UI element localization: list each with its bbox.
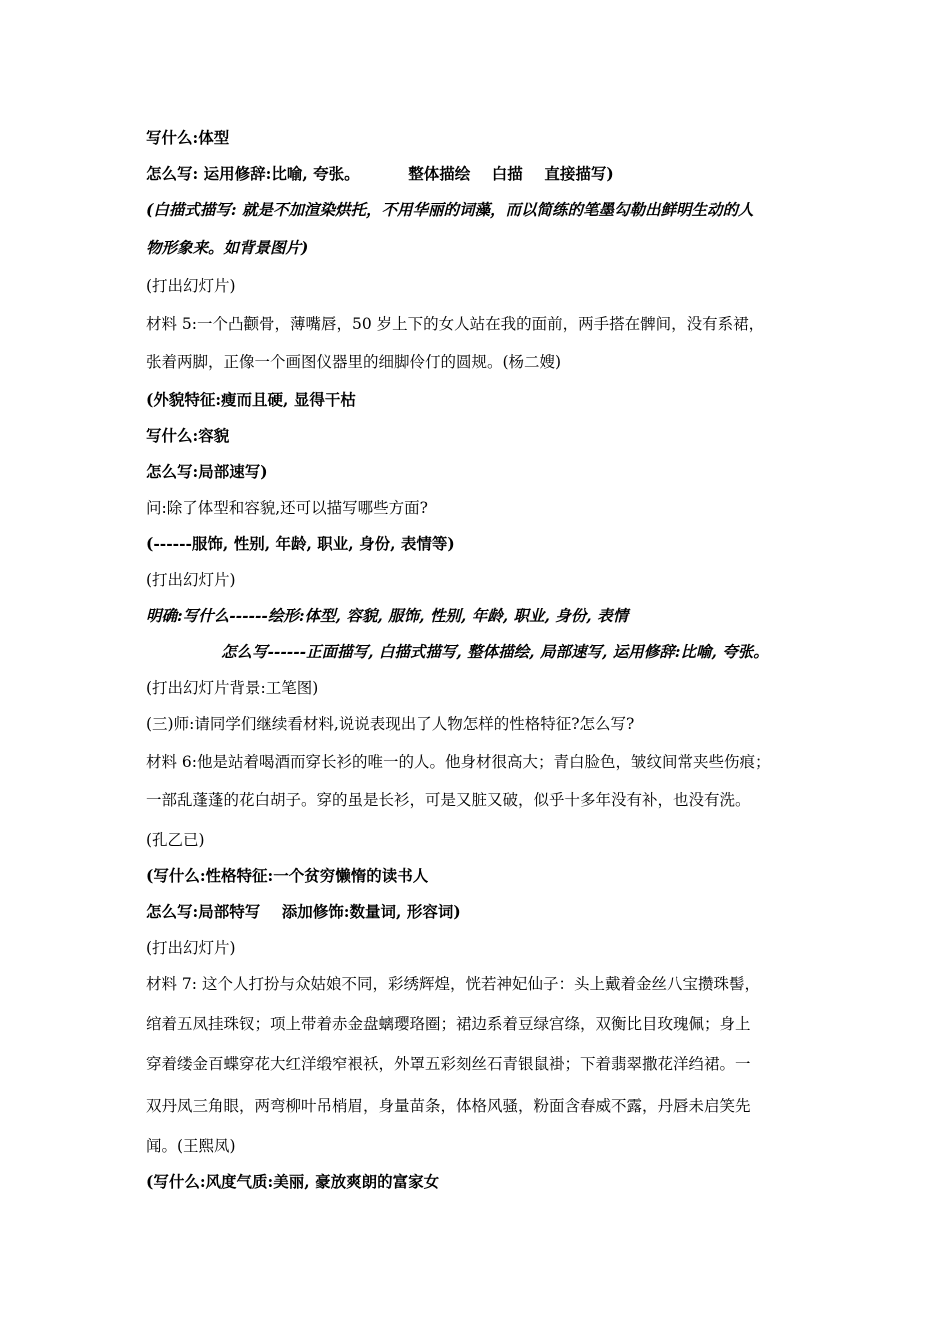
text-line: 闻。(王熙凤) — [146, 1137, 236, 1155]
text-line: 写什么:体型 — [146, 128, 230, 147]
text-line: (外貌特征:瘦而且硬, 显得干枯 — [146, 390, 356, 409]
text-line: 写什么:容貌 — [146, 426, 230, 445]
text-line: (打出幻灯片) — [146, 277, 236, 295]
text-line: 物形象来。如背景图片) — [146, 238, 309, 257]
text-line: 怎么写:局部特写 添加修饰:数量词, 形容词) — [146, 902, 461, 921]
text-line: (打出幻灯片背景:工笔图) — [146, 679, 319, 697]
text-line: 怎么写------正面描写, 白描式描写, 整体描绘, 局部速写, 运用修辞:比喻, 夸张。 — [221, 642, 769, 661]
text-line: 明确:写什么------绘形:体型, 容貌, 服饰, 性别, 年龄, 职业, 身份, 表情 — [146, 606, 629, 625]
text-line: 怎么写:局部速写) — [146, 462, 268, 481]
text-line: (三)师:请同学们继续看材料,说说表现出了人物怎样的性格特征?怎么写? — [146, 715, 635, 733]
text-line: (------服饰, 性别, 年龄, 职业, 身份, 表情等) — [146, 534, 455, 553]
text-line: (打出幻灯片) — [146, 939, 236, 957]
text-line: 材料 6:他是站着喝酒而穿长衫的唯一的人。他身材很高大；青白脸色，皱纹间常夹些伤痕； — [146, 753, 771, 771]
text-line: 问:除了体型和容貌,还可以描写哪些方面? — [146, 499, 428, 517]
text-line: (孔乙已) — [146, 831, 205, 849]
text-line: (写什么:风度气质:美丽, 豪放爽朗的富家女 — [146, 1172, 440, 1191]
text-line: (白描式描写: 就是不加渲染烘托，不用华丽的词藻，而以简练的笔墨勾勒出鲜明生动的人 — [146, 200, 754, 219]
text-line: 穿着缕金百蝶穿花大红洋缎窄裉袄，外罩五彩刻丝石青银鼠褂；下着翡翠撒花洋绉裙。一 — [146, 1055, 751, 1073]
text-line: 双丹凤三角眼，两弯柳叶吊梢眉，身量苗条，体格风骚，粉面含春威不露，丹唇未启笑先 — [146, 1097, 751, 1115]
text-line: 材料 7: 这个人打扮与众姑娘不同，彩绣辉煌，恍若神妃仙子：头上戴着金丝八宝攒珠髻， — [146, 975, 760, 993]
text-line: 怎么写: 运用修辞:比喻, 夸张。 整体描绘 白描 直接描写) — [146, 164, 614, 183]
text-line: (打出幻灯片) — [146, 571, 236, 589]
text-line: 张着两脚，正像一个画图仪器里的细脚伶仃的圆规。(杨二嫂) — [146, 353, 562, 371]
text-line: 绾着五凤挂珠钗；项上带着赤金盘螭璎珞圈；裙边系着豆绿宫绦，双衡比目玫瑰佩；身上 — [146, 1015, 751, 1033]
text-line: (写什么:性格特征:一个贫穷懒惰的读书人 — [146, 866, 429, 885]
text-line: 材料 5:一个凸颧骨，薄嘴唇，50 岁上下的女人站在我的面前，两手搭在髀间，没有系裙， — [146, 315, 765, 333]
text-line: 一部乱蓬蓬的花白胡子。穿的虽是长衫，可是又脏又破，似乎十多年没有补，也没有洗。 — [146, 791, 751, 809]
